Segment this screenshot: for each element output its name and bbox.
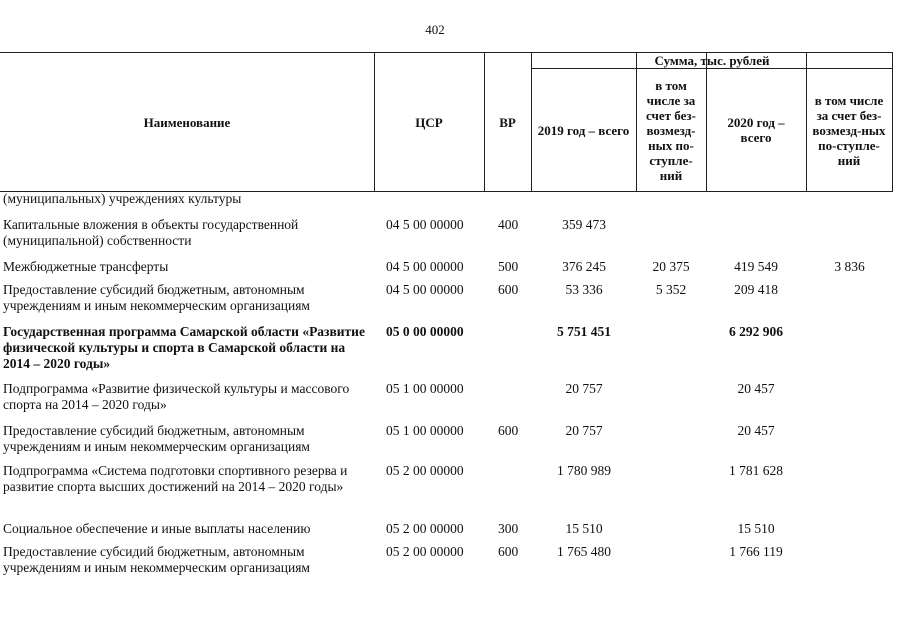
header-2019-total: 2019 год – всего [537, 122, 630, 138]
row-2020-total: 209 418 [734, 282, 778, 297]
row-csr: 05 0 00 00000 [386, 324, 464, 339]
row-vr: 600 [498, 423, 519, 438]
header-2020-free: в том числе за счет без-возмезд-ных по-ступле-ний [812, 92, 886, 168]
row-csr: 05 2 00 00000 [386, 463, 464, 478]
header-name: Наименование [143, 114, 231, 130]
row-2019-total: 5 751 451 [557, 324, 611, 339]
row-2019-total: 53 336 [565, 282, 603, 297]
row-name: Подпрограмма «Система подготовки спортивного резерва и развитие спорта высших достижений на 2014 – 2020 годы» [3, 463, 348, 494]
row-name: (муниципальных) учреждениях культуры [3, 191, 242, 206]
header-csr: ЦСР [415, 114, 443, 130]
row-name: Предоставление субсидий бюджетным, автономным учреждениям и иным некоммерческим организациям [3, 282, 310, 313]
row-csr: 05 2 00 00000 [386, 544, 464, 559]
table-header [0, 52, 893, 192]
row-name: Социальное обеспечение и иные выплаты населению [3, 521, 311, 536]
row-csr: 04 5 00 00000 [386, 259, 464, 274]
row-vr: 300 [498, 521, 519, 536]
row-name: Государственная программа Самарской области «Развитие физической культуры и спорта в Самарской области на 2014 – 2020 годы» [3, 324, 365, 371]
row-name: Капитальные вложения в объекты государственной (муниципальной) собственности [3, 217, 299, 248]
header-2019-free: в том числе за счет без-возмезд-ных по-ступле-ний [646, 77, 696, 183]
row-2020-total: 20 457 [737, 423, 775, 438]
row-2020-total: 1 766 119 [729, 544, 783, 559]
header-vr: ВР [499, 114, 516, 130]
row-vr: 400 [498, 217, 519, 232]
page-number: 402 [425, 22, 445, 37]
row-vr: 600 [498, 544, 519, 559]
header-2020-total: 2020 год – всего [727, 115, 785, 145]
row-2019-total: 15 510 [565, 521, 603, 536]
row-2019-total: 20 757 [565, 381, 603, 396]
row-vr: 600 [498, 282, 519, 297]
row-2020-total: 6 292 906 [729, 324, 783, 339]
header-sum-group: Сумма, тыс. рублей [654, 53, 770, 68]
row-2019-free: 20 375 [652, 259, 690, 274]
row-csr: 05 1 00 00000 [386, 381, 464, 396]
row-2020-total: 20 457 [737, 381, 775, 396]
row-2019-total: 359 473 [562, 217, 606, 232]
row-csr: 04 5 00 00000 [386, 282, 464, 297]
row-2020-free: 3 836 [834, 259, 865, 274]
row-2019-total: 20 757 [565, 423, 603, 438]
row-2019-total: 1 765 480 [557, 544, 611, 559]
row-name: Предоставление субсидий бюджетным, автономным учреждениям и иным некоммерческим организациям [3, 423, 310, 454]
row-csr: 04 5 00 00000 [386, 217, 464, 232]
row-csr: 05 1 00 00000 [386, 423, 464, 438]
row-2019-free: 5 352 [655, 282, 687, 297]
row-vr: 500 [498, 259, 519, 274]
row-name: Подпрограмма «Развитие физической культуры и массового спорта на 2014 – 2020 годы» [3, 381, 350, 412]
row-name: Предоставление субсидий бюджетным, автономным учреждениям и иным некоммерческим организациям [3, 544, 310, 575]
row-name: Межбюджетные трансферты [3, 259, 169, 274]
row-2019-total: 376 245 [562, 259, 606, 274]
row-2019-total: 1 780 989 [557, 463, 611, 478]
row-csr: 05 2 00 00000 [386, 521, 464, 536]
row-2020-total: 1 781 628 [729, 463, 783, 478]
row-2020-total: 419 549 [734, 259, 778, 274]
row-2020-total: 15 510 [737, 521, 775, 536]
